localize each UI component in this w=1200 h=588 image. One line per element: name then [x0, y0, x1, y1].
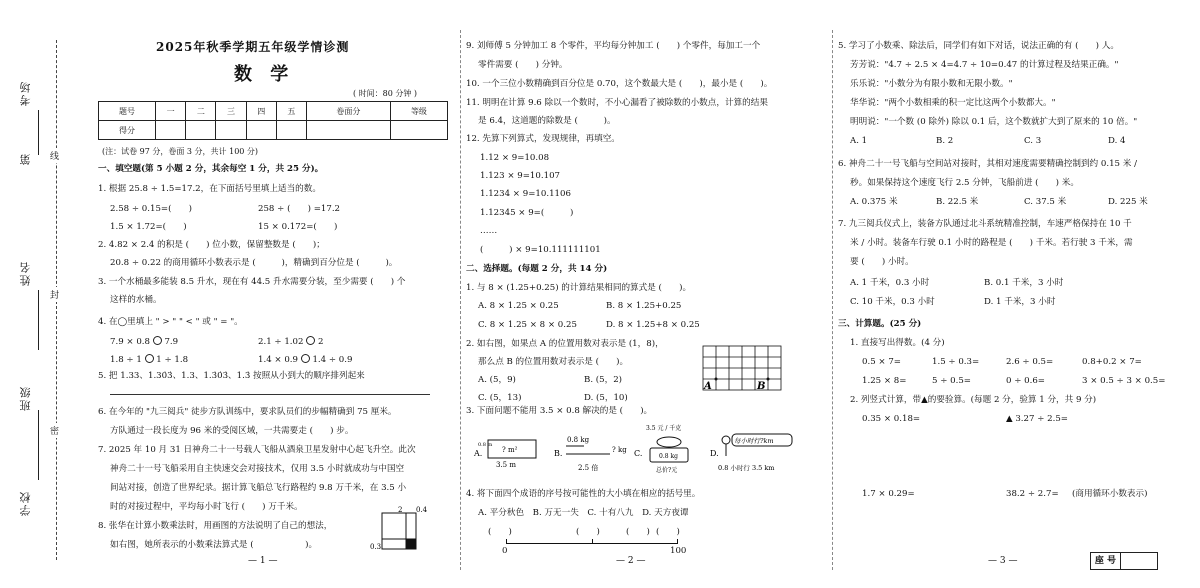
choice-2-d[interactable]: D. (5，10) — [584, 393, 628, 403]
question-2: 2. 4.82 × 2.4 的积是 ( ) 位小数，保留整数是 ( )； — [98, 240, 325, 250]
compare-b — [258, 336, 323, 348]
oral-calc[interactable]: 0.5 × 7= — [862, 357, 901, 367]
compare-circle[interactable] — [306, 336, 315, 345]
vertical-calc[interactable]: ▲ 3.27 ÷ 2.5= — [1006, 414, 1069, 424]
class-label: 班级 — [19, 385, 32, 411]
question-1: 1. 根据 25.8 ÷ 1.5=17.2，在下面括号里填上适当的数。 — [98, 184, 321, 194]
question-3: 3. 一个水桶最多能装 8.5 升水，现在有 44.5 升水需要分装，至少需要 ( ) 个 — [98, 277, 406, 287]
question-7c: 间站对接，创造了世界纪录。据计算飞船总飞行路程约 9.8 万千米，在 3.5 小 — [110, 483, 407, 493]
pattern-line: …… — [480, 226, 498, 236]
bar-top-label: 0.8 kg — [567, 436, 590, 444]
page-number-3: — 3 — — [988, 556, 1018, 566]
fig-label-03: 0.3 — [370, 543, 382, 551]
score-cell: 卷面分 — [306, 102, 390, 121]
choice-7-a[interactable]: A. 1 千米，0.3 小时 — [850, 278, 930, 288]
compare-left: 7.9 × 0.8 — [110, 337, 150, 347]
statement-mingming: 明明说："一个数 (0 除外) 除以 0.1 后，这个数就扩大到了原来的 10 倍。" — [850, 117, 1138, 127]
choice-2-a[interactable]: A. (5，9) — [478, 375, 516, 385]
choice-3-figures — [466, 422, 796, 482]
answer-line[interactable] — [110, 394, 430, 395]
choice-6-b[interactable]: B. 22.5 米 — [936, 197, 979, 207]
bar-unknown-label: ? kg — [612, 446, 627, 454]
question-1c: 1.5 × 1.72=( ) — [110, 222, 187, 232]
section-2-title: 二、选择题。(每题 2 分，共 14 分) — [466, 264, 608, 274]
compare-circle[interactable] — [301, 354, 310, 363]
score-cell: 四 — [246, 102, 276, 121]
seat-di-label: 第 — [19, 152, 32, 165]
choice-7-c[interactable]: C. 10 千米，0.3 小时 — [850, 297, 935, 307]
rect-width-label: 0.8 m — [478, 442, 493, 448]
score-input-cell[interactable] — [390, 121, 447, 140]
score-input-cell[interactable] — [216, 121, 246, 140]
number-line-hundred: 100 — [670, 546, 687, 556]
score-input-cell[interactable] — [156, 121, 186, 140]
score-input-cell[interactable] — [246, 121, 276, 140]
compare-right: 7.9 — [164, 337, 179, 347]
choice-2-b[interactable]: B. (5，2) — [584, 375, 623, 385]
exam-title: 2025年秋季学期五年级学情诊测 — [156, 40, 350, 54]
seat-number-box[interactable] — [1090, 552, 1158, 570]
oral-calc[interactable]: 1.25 × 8= — [862, 376, 907, 386]
score-input-cell[interactable] — [276, 121, 306, 140]
vertical-calc[interactable]: 0.35 × 0.18= — [862, 414, 921, 424]
score-cell: 一 — [156, 102, 186, 121]
question-5: 5. 把 1.33、1.30̇3̇、1.3、1.3̇0̇3̇、1.3̇ 按照从小到大的顺序排列起来 — [98, 371, 365, 381]
calc-1-title: 1. 直接写出得数。(4 分) — [850, 338, 945, 348]
compare-c — [110, 354, 188, 366]
statement-huahua: 华华说："两个小数相乘的积一定比这两个小数都大。" — [850, 98, 1056, 108]
question-12: 12. 先算下列算式，发现规律，再填空。 — [466, 134, 620, 144]
fold-line — [832, 30, 833, 570]
choice-1-b[interactable]: B. 8 × 1.25+0.25 — [606, 301, 682, 311]
class-line — [38, 410, 39, 480]
exam-room-label: 考场 — [19, 80, 32, 106]
question-11: 11. 明明在计算 9.6 除以一个数时，不小心漏看了被除数的小数点，计算的结果 — [466, 98, 768, 108]
compare-right: 1 ÷ 1.8 — [156, 355, 189, 365]
number-line-tick — [677, 539, 678, 544]
score-cell: 题号 — [99, 102, 156, 121]
question-1d: 15 × 0.172=( ) — [258, 222, 338, 232]
number-line-tick — [506, 539, 507, 544]
seal-xian-label: 线 — [50, 148, 59, 163]
scale-weight-label: 0.8 kg — [659, 453, 678, 460]
oral-calc[interactable]: 1.5 ÷ 0.3= — [932, 357, 980, 367]
choice-1-c[interactable]: C. 8 × 1.25 × 8 × 0.25 — [478, 320, 577, 330]
decimal-area-figure — [370, 505, 432, 551]
section-3-title: 三、计算题。(25 分) — [838, 319, 922, 329]
page-number-2: — 2 — — [616, 556, 646, 566]
choice-7: 7. 九三阅兵仪式上，装备方队通过北斗系统精准控制，车速严格保持在 10 千 — [838, 219, 1132, 229]
seal-feng-label: 封 — [50, 287, 59, 302]
score-input-cell[interactable] — [186, 121, 216, 140]
name-line — [38, 290, 39, 350]
question-7: 7. 2025 年 10 月 31 日神舟二十一号载人飞船从酒泉卫星发射中心起飞升空。此次 — [98, 445, 416, 455]
question-9: 9. 刘师傅 5 分钟加工 8 个零件，平均每分钟加工 ( ) 个零件，每加工一个 — [466, 41, 761, 51]
compare-circle[interactable] — [145, 354, 154, 363]
calc-2-title: 2. 列竖式计算，带▲的要验算。(每题 2 分，验算 1 分，共 9 分) — [850, 395, 1097, 405]
choice-2-c[interactable]: C. (5，13) — [478, 393, 522, 403]
choice-2b: 那么点 B 的位置用数对表示是 ( )。 — [478, 357, 629, 367]
seat-number-label: 座 号 — [1091, 553, 1121, 569]
choice-6-d[interactable]: D. 225 米 — [1108, 197, 1148, 207]
question-2b: 20.8 ÷ 0.22 的商用循环小数表示是 ( )，精确到百分位是 ( )。 — [110, 258, 398, 268]
compare-left: 1.4 × 0.9 — [258, 355, 298, 365]
fold-line — [460, 30, 461, 570]
choice-6b: 秒。如果保持这个速度飞行 2.5 分钟，飞船前进 ( ) 米。 — [850, 178, 1079, 188]
score-cell: 等级 — [390, 102, 447, 121]
page-column-1 — [98, 0, 453, 588]
rect-length-label: 3.5 m — [496, 461, 516, 469]
pattern-line: ( ) × 9=10.111111101 — [480, 245, 601, 255]
oral-calc[interactable]: 2.6 ÷ 0.5= — [1006, 357, 1054, 367]
vertical-calc[interactable]: 38.2 ÷ 2.7= — [1006, 489, 1059, 499]
score-cell: 五 — [276, 102, 306, 121]
choice-5-b[interactable]: B. 2 — [936, 136, 954, 146]
pattern-line: 1.123 × 9=10.107 — [480, 171, 561, 181]
choice-7b: 米 / 小时。装备车行驶 0.1 小时的路程是 ( ) 千米。若行驶 3 千米，需 — [850, 238, 1133, 248]
fig-label-04: 0.4 — [416, 506, 428, 514]
oral-calc[interactable]: 3 × 0.5 ÷ 3 × 0.5= — [1082, 376, 1166, 386]
choice-2: 2. 如右图，如果点 A 的位置用数对表示是 (1，8)， — [466, 339, 664, 349]
score-input-cell[interactable] — [306, 121, 390, 140]
total-price-label: 总价?元 — [656, 467, 678, 474]
choice-3-option-b[interactable]: B. — [554, 449, 563, 458]
score-cell: 三 — [216, 102, 246, 121]
number-line-tick — [592, 539, 593, 544]
school-label: 学校 — [19, 490, 32, 516]
question-8b: 如右图，她所表示的小数乘法算式是 ( )。 — [110, 540, 318, 550]
pattern-line: 1.1234 × 9=10.1106 — [480, 189, 571, 199]
choice-3: 3. 下面问题不能用 3.5 × 0.8 解决的是 ( )。 — [466, 406, 653, 416]
question-1a: 2.58 ÷ 0.15=( ) — [110, 204, 193, 214]
compare-a — [110, 336, 178, 348]
choice-1-d[interactable]: D. 8 × 1.25+8 × 0.25 — [606, 320, 700, 330]
oral-calc[interactable]: 0 ÷ 0.6= — [1006, 376, 1045, 386]
answer-paren[interactable]: ( ) — [488, 527, 512, 537]
oral-calc[interactable]: 5 ÷ 0.5= — [932, 376, 971, 386]
choice-7-b[interactable]: B. 0.1 千米，3 小时 — [984, 278, 1064, 288]
answer-paren[interactable]: ( ) — [656, 527, 680, 537]
coordinate-grid-figure — [702, 345, 784, 393]
question-8: 8. 张华在计算小数乘法时，用画图的方法说明了自己的想法， — [98, 521, 333, 531]
choice-5: 5. 学习了小数乘、除法后，同学们有如下对话，说法正确的有 ( ) 人。 — [838, 41, 1119, 51]
choice-5-a[interactable]: A. 1 — [850, 136, 868, 146]
compare-left: 2.1 ÷ 1.02 — [258, 337, 304, 347]
choice-1: 1. 与 8 × (1.25+0.25) 的计算结果相同的算式是 ( )。 — [466, 283, 692, 293]
score-cell: 二 — [186, 102, 216, 121]
pattern-line: 1.12345 × 9=( ) — [480, 208, 574, 218]
choice-4: 4. 将下面四个成语的序号按可能性的大小填在相应的括号里。 — [466, 489, 701, 499]
choice-7-d[interactable]: D. 1 千米，3 小时 — [984, 297, 1056, 307]
score-table — [98, 101, 448, 140]
choice-1-a[interactable]: A. 8 × 1.25 × 0.25 — [478, 301, 559, 311]
oral-calc[interactable]: 0.8+0.2 × 7= — [1082, 357, 1142, 367]
choice-5-d[interactable]: D. 4 — [1108, 136, 1126, 146]
question-10: 10. 一个三位小数精确到百分位是 0.70，这个数最大是 ( )，最小是 ( )。 — [466, 79, 773, 89]
unit-price-label: 3.5 元 / 千克 — [646, 425, 682, 432]
question-3b: 这样的水桶。 — [110, 295, 162, 305]
score-row-label: 得分 — [99, 121, 156, 140]
area-unknown-label: ? m² — [502, 446, 518, 454]
speed-bubble-label: 每小时行?km — [734, 437, 774, 445]
score-table-header-row — [99, 102, 448, 121]
question-11b: 是 6.4，这道题的除数是 ( )。 — [478, 116, 616, 126]
point-b-label: B — [757, 381, 766, 392]
question-1b: 258 ÷ ( ) =17.2 — [258, 204, 341, 214]
choice-3-option-a[interactable]: A. — [474, 449, 483, 458]
compare-d — [258, 354, 352, 366]
score-note: (注：试卷 97 分，卷面 3 分，共计 100 分) — [102, 147, 259, 156]
pattern-line: 1.12 × 9=10.08 — [480, 153, 550, 163]
statement-lele: 乐乐说："小数分为有限小数和无限小数。" — [850, 79, 1013, 89]
question-7d: 时的对接过程中，平均每小时飞行 ( ) 万千米。 — [110, 502, 303, 512]
fig-label-2: 2 — [398, 506, 403, 514]
vertical-calc[interactable]: 1.7 × 0.29= — [862, 489, 915, 499]
statement-fangfang: 芳芳说："4.7 ÷ 2.5 × 4=4.7 ÷ 10=0.47 的计算过程及结果正确。" — [850, 60, 1119, 70]
seal-mi-label: 密 — [50, 423, 59, 438]
binding-sidebar — [0, 0, 96, 588]
compare-right: 2 — [317, 337, 324, 347]
question-6b: 方队通过一段长度为 96 米的受阅区域，一共需要走 ( ) 步。 — [110, 426, 354, 436]
page-column-3 — [838, 0, 1193, 588]
question-7b: 神舟二十一号飞船采用自主快速交会对接技术，仅用 3.5 小时就成功与中国空 — [110, 464, 405, 474]
subject-title: 数 学 — [234, 64, 295, 85]
compare-circle[interactable] — [153, 336, 162, 345]
time-note: ( 时间：80 分钟 ) — [353, 89, 418, 98]
compare-left: 1.8 ÷ 1 — [110, 355, 142, 365]
page-number-1: — 1 — — [248, 556, 278, 566]
section-1-title: 一、填空题(第 5 小题 2 分，其余每空 1 分，共 25 分)。 — [98, 164, 324, 174]
choice-7c: 要 ( ) 小时。 — [850, 257, 914, 267]
distance-time-label: 0.8 小时行 3.5 km — [718, 464, 775, 472]
exam-room-line — [38, 110, 39, 155]
choice-6-a[interactable]: A. 0.375 米 — [850, 197, 898, 207]
score-table-score-row — [99, 121, 448, 140]
compare-right: 1.4 ÷ 0.9 — [312, 355, 353, 365]
choice-3-option-c[interactable]: C. — [634, 449, 643, 458]
question-9b: 零件需要 ( ) 分钟。 — [478, 60, 568, 70]
name-label: 姓名 — [19, 260, 32, 286]
question-4: 4. 在◯里填上 " > " " < " 或 " = "。 — [98, 317, 243, 327]
point-a-label: A — [704, 381, 712, 392]
answer-paren[interactable]: ( ) — [576, 527, 600, 537]
page-column-2 — [466, 0, 826, 588]
answer-paren[interactable]: ( ) — [626, 527, 650, 537]
choice-6: 6. 神舟二十一号飞船与空间站对接时，其相对速度需要精确控制到约 0.15 米 / — [838, 159, 1137, 169]
choice-3-option-d[interactable]: D. — [710, 449, 719, 458]
question-6: 6. 在今年的 "九三阅兵" 徒步方队训练中，要求队员们的步幅精确到 75 厘米。 — [98, 407, 397, 417]
choice-5-c[interactable]: C. 3 — [1024, 136, 1042, 146]
number-line-zero: 0 — [502, 546, 508, 556]
choice-6-c[interactable]: C. 37.5 米 — [1024, 197, 1067, 207]
idiom-options: A. 平分秋色 B. 万无一失 C. 十有八九 D. 天方夜谭 — [478, 508, 689, 518]
bar-times-label: 2.5 倍 — [578, 464, 599, 472]
repeating-decimal-note: (商用循环小数表示) — [1072, 489, 1148, 499]
